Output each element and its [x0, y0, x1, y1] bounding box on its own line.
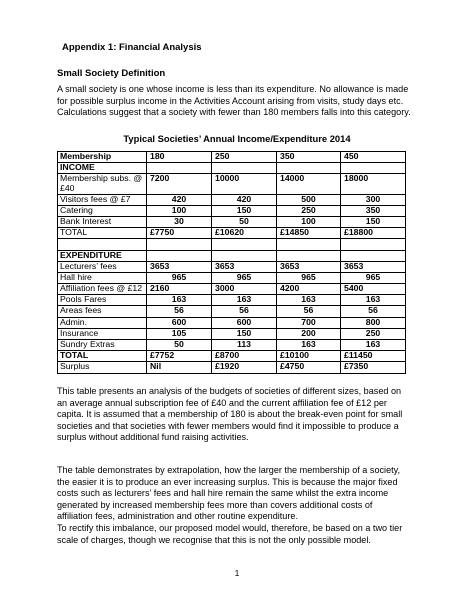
table-row [58, 328, 406, 339]
value-cell: 50 [147, 340, 212, 351]
value-cell: 300 [341, 194, 406, 205]
row-label: Catering [58, 205, 147, 216]
value-cell: 105 [147, 328, 212, 339]
table-row [58, 216, 406, 227]
value-cell: 56 [212, 306, 277, 317]
value-cell: 3653 [212, 261, 277, 272]
row-label: Affiliation fees @ £12 [58, 284, 147, 295]
row-label: Lecturers’ fees [58, 261, 147, 272]
value-cell: £11450 [341, 351, 406, 362]
value-cell: 3000 [212, 284, 277, 295]
value-cell: 56 [341, 306, 406, 317]
row-label: Bank Interest [58, 216, 147, 227]
value-cell: £7350 [341, 362, 406, 373]
value-cell: 163 [277, 295, 341, 306]
value-cell [277, 250, 341, 261]
value-cell: 10000 [212, 174, 277, 194]
row-label: Insurance [58, 328, 147, 339]
value-cell: 163 [212, 295, 277, 306]
value-cell: 100 [277, 216, 341, 227]
value-cell: £8700 [212, 351, 277, 362]
value-cell: 420 [147, 194, 212, 205]
row-label: TOTAL [58, 351, 147, 362]
table-row [58, 362, 406, 373]
value-cell: 3653 [277, 261, 341, 272]
table-row [58, 174, 406, 194]
value-cell: 56 [147, 306, 212, 317]
value-cell: 18000 [341, 174, 406, 194]
row-label [58, 239, 147, 250]
value-cell: Nil [147, 362, 212, 373]
value-cell: 150 [212, 328, 277, 339]
header-cell: 450 [341, 152, 406, 163]
value-cell: 5400 [341, 284, 406, 295]
table-header-row [58, 152, 406, 163]
value-cell: 420 [212, 194, 277, 205]
table-row [58, 272, 406, 283]
value-cell [277, 239, 341, 250]
value-cell: 500 [277, 194, 341, 205]
table-row [58, 205, 406, 216]
row-label: Surplus [58, 362, 147, 373]
table-row [58, 239, 406, 250]
value-cell: 163 [341, 340, 406, 351]
value-cell: 600 [147, 317, 212, 328]
value-cell: 700 [277, 317, 341, 328]
table-row [58, 295, 406, 306]
value-cell: £18800 [341, 228, 406, 239]
value-cell: £10100 [277, 351, 341, 362]
value-cell: 56 [277, 306, 341, 317]
header-cell: 250 [212, 152, 277, 163]
value-cell [212, 250, 277, 261]
row-label: TOTAL [58, 228, 147, 239]
value-cell: 250 [277, 205, 341, 216]
value-cell: 965 [147, 272, 212, 283]
row-label: Admin. [58, 317, 147, 328]
value-cell: 30 [147, 216, 212, 227]
table-row [58, 163, 406, 174]
extrapolation-paragraph: The table demonstrates by extrapolation, how the larger the membership of a society, the easier it is to produce an ever increasing surplus. This is because the major fixed costs such as lecturers’ fees and hall hire remain the same whilst the extra income generated by increased membership fees more than covers additional costs of affiliation fees, administration and other routine expenditure. [57, 465, 401, 522]
header-cell: 350 [277, 152, 341, 163]
value-cell: 600 [212, 317, 277, 328]
analysis-paragraph: This table presents an analysis of the budgets of societies of different sizes, based on an average annual subscription fee of £40 and the current affiliation fee of £12 per capita. It is assumed that a membership of 180 is about the break-even point for small societies and that societies with fewer members would find it impossible to produce a surplus without additional fund raising activities. [57, 386, 403, 443]
value-cell [341, 250, 406, 261]
value-cell: £1920 [212, 362, 277, 373]
value-cell: 965 [341, 272, 406, 283]
row-label: Sundry Extras [58, 340, 147, 351]
row-label: Areas fees [58, 306, 147, 317]
row-label: Visitors fees @ £7 [58, 194, 147, 205]
value-cell: 800 [341, 317, 406, 328]
table-row [58, 306, 406, 317]
table-row [58, 194, 406, 205]
value-cell: 163 [147, 295, 212, 306]
proposal-paragraph: To rectify this imbalance, our proposed model would, therefore, be based on a two tier scale of charges, though we recognise that this is not the only possible model. [57, 523, 403, 545]
value-cell: £7750 [147, 228, 212, 239]
value-cell: 163 [341, 295, 406, 306]
value-cell: 163 [277, 340, 341, 351]
value-cell: 2160 [147, 284, 212, 295]
table-row [58, 340, 406, 351]
value-cell: 350 [341, 205, 406, 216]
value-cell: £14850 [277, 228, 341, 239]
value-cell: 200 [277, 328, 341, 339]
value-cell [341, 239, 406, 250]
value-cell: 3653 [147, 261, 212, 272]
value-cell: 4200 [277, 284, 341, 295]
row-label: Membership subs. @ £40 [58, 174, 147, 194]
row-label: EXPENDITURE [58, 250, 147, 261]
value-cell: 113 [212, 340, 277, 351]
value-cell: 150 [341, 216, 406, 227]
income-expenditure-table [57, 151, 406, 374]
value-cell [212, 239, 277, 250]
table-row [58, 351, 406, 362]
row-label: Hall hire [58, 272, 147, 283]
value-cell: £4750 [277, 362, 341, 373]
value-cell: 965 [212, 272, 277, 283]
section-subheading: Small Society Definition [57, 68, 166, 79]
value-cell: 150 [212, 205, 277, 216]
row-label: INCOME [58, 163, 147, 174]
value-cell [147, 163, 212, 174]
header-cell: Membership [58, 152, 147, 163]
table-row [58, 250, 406, 261]
value-cell: 100 [147, 205, 212, 216]
value-cell [147, 239, 212, 250]
value-cell: £10620 [212, 228, 277, 239]
table-row [58, 261, 406, 272]
table-body [58, 152, 406, 374]
value-cell [147, 250, 212, 261]
value-cell [277, 163, 341, 174]
value-cell: £7752 [147, 351, 212, 362]
value-cell [341, 163, 406, 174]
value-cell [212, 163, 277, 174]
table-row [58, 228, 406, 239]
table-title: Typical Societies’ Annual Income/Expenditure 2014 [123, 133, 351, 144]
appendix-heading: Appendix 1: Financial Analysis [62, 42, 202, 53]
value-cell: 50 [212, 216, 277, 227]
row-label: Pools Fares [58, 295, 147, 306]
page-number: 1 [234, 568, 240, 578]
table-row [58, 284, 406, 295]
header-cell: 180 [147, 152, 212, 163]
value-cell: 14000 [277, 174, 341, 194]
table-row [58, 317, 406, 328]
value-cell: 3653 [341, 261, 406, 272]
value-cell: 250 [341, 328, 406, 339]
value-cell: 7200 [147, 174, 212, 194]
value-cell: 965 [277, 272, 341, 283]
intro-paragraph: A small society is one whose income is less than its expenditure. No allowance is made for possible surplus income in the Activities Account arising from visits, study days etc. Calculations suggest that a society with fewer than 180 members falls into this category. [57, 84, 411, 118]
